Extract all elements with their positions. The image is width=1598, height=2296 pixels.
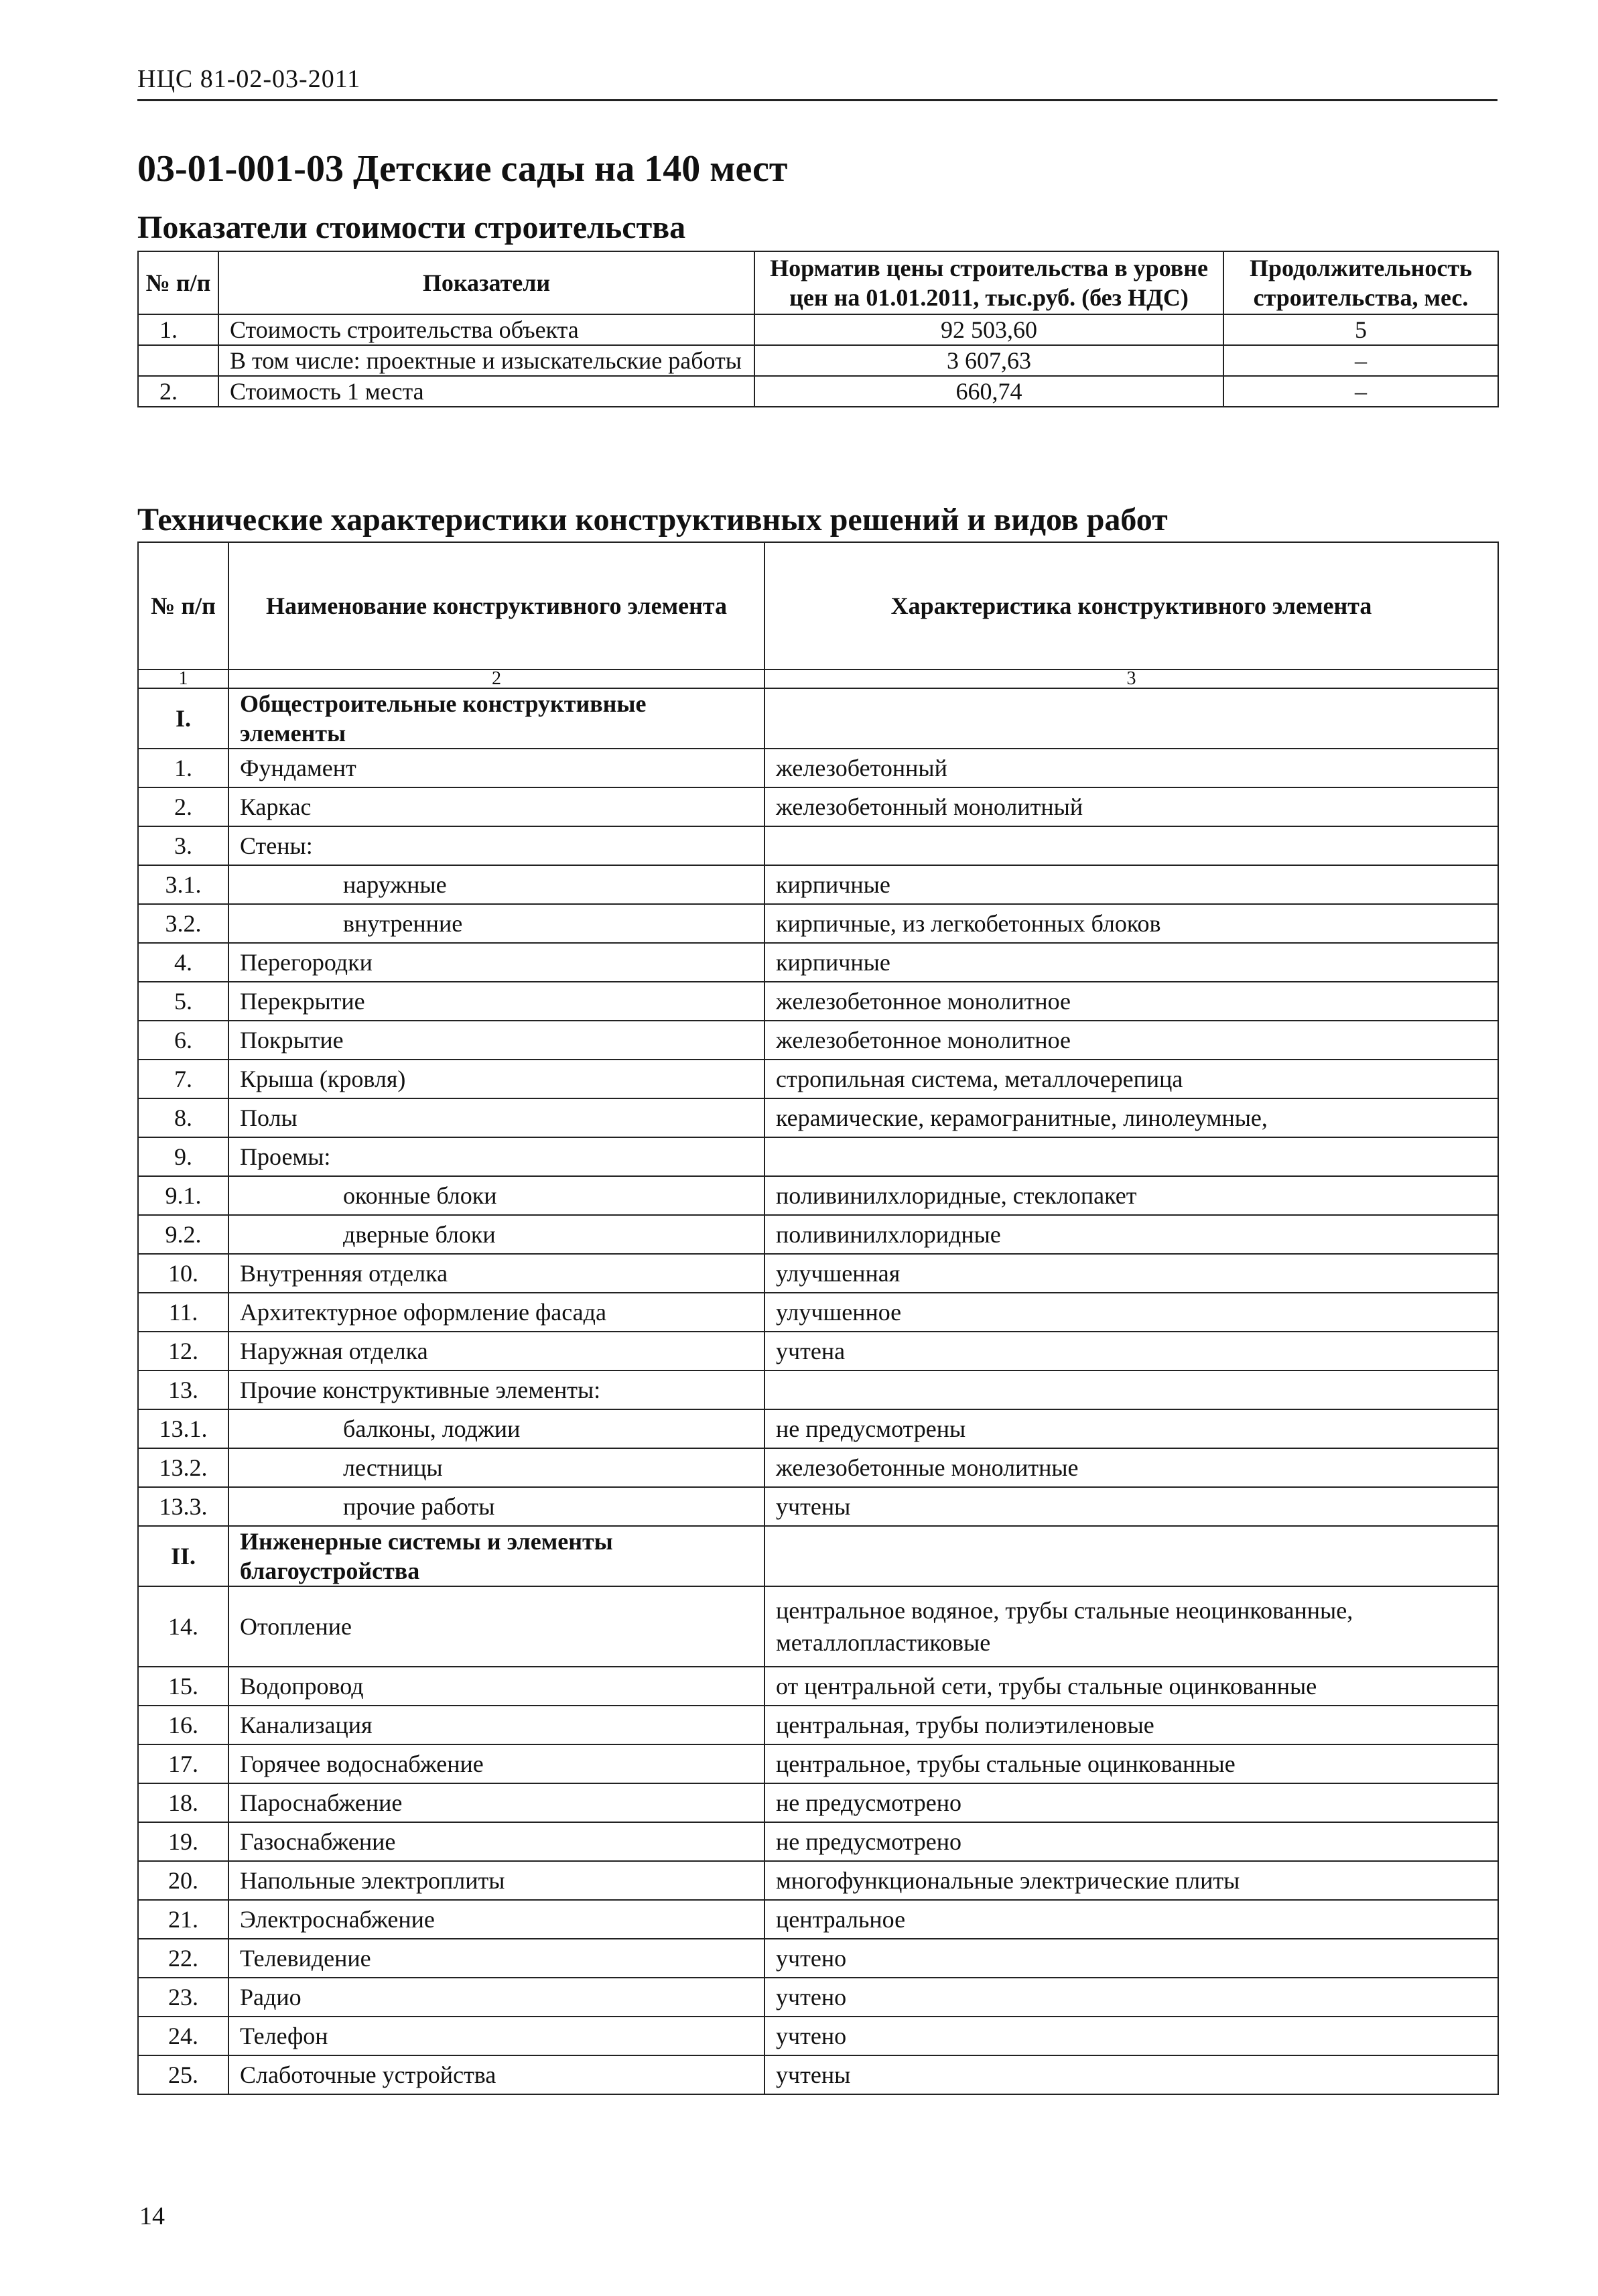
- col-header-num: № п/п: [138, 251, 218, 314]
- element-characteristic: [764, 1370, 1498, 1409]
- tech-table: [137, 541, 1499, 2095]
- element-name: Перегородки: [228, 943, 764, 982]
- row-number: 13.3.: [138, 1487, 228, 1526]
- table-row: [138, 1215, 1498, 1254]
- element-characteristic: стропильная система, металлочерепица: [764, 1060, 1498, 1098]
- element-characteristic: железобетонное монолитное: [764, 1021, 1498, 1060]
- element-characteristic: центральное: [764, 1900, 1498, 1939]
- element-name: Покрытие: [228, 1021, 764, 1060]
- table-row: [138, 904, 1498, 943]
- row-number: 19.: [138, 1822, 228, 1861]
- element-characteristic: центральное водяное, трубы стальные неоцинкованные, металлопластиковые: [764, 1586, 1498, 1667]
- element-characteristic: многофункциональные электрические плиты: [764, 1861, 1498, 1900]
- col-header-num: № п/п: [138, 542, 228, 669]
- element-characteristic: учтено: [764, 1978, 1498, 2017]
- element-characteristic: керамические, керамогранитные, линолеумные,: [764, 1098, 1498, 1137]
- section-group-row: [138, 1526, 1498, 1586]
- indicator-cell: Стоимость 1 места: [218, 376, 754, 407]
- row-number: 22.: [138, 1939, 228, 1978]
- row-number: 13.2.: [138, 1448, 228, 1487]
- row-number: 5.: [138, 982, 228, 1021]
- page-number: 14: [139, 2202, 165, 2230]
- element-name: Каркас: [228, 787, 764, 826]
- element-name: дверные блоки: [228, 1215, 764, 1254]
- element-name: Отопление: [228, 1586, 764, 1667]
- element-characteristic: железобетонные монолитные: [764, 1448, 1498, 1487]
- column-number: 1: [138, 669, 228, 688]
- element-characteristic: центральная, трубы полиэтиленовые: [764, 1706, 1498, 1744]
- col-header-name: Наименование конструктивного элемента: [228, 542, 764, 669]
- element-name: балконы, лоджии: [228, 1409, 764, 1448]
- element-name: Фундамент: [228, 749, 764, 787]
- table-row: [138, 1060, 1498, 1098]
- element-name: Слаботочные устройства: [228, 2055, 764, 2094]
- element-name: Газоснабжение: [228, 1822, 764, 1861]
- table-row: [138, 1783, 1498, 1822]
- row-number: 3.2.: [138, 904, 228, 943]
- row-number: 15.: [138, 1667, 228, 1706]
- element-characteristic: учтена: [764, 1332, 1498, 1370]
- column-number: 2: [228, 669, 764, 688]
- table-row: [138, 1939, 1498, 1978]
- element-name: Полы: [228, 1098, 764, 1137]
- row-number: 3.1.: [138, 865, 228, 904]
- table-row: [138, 1293, 1498, 1332]
- element-name: Электроснабжение: [228, 1900, 764, 1939]
- table-row: [138, 1978, 1498, 2017]
- col-header-duration: Продолжительность строительства, мес.: [1223, 251, 1498, 314]
- row-number: 3.: [138, 826, 228, 865]
- section-group-row: [138, 688, 1498, 749]
- table-row: [138, 1409, 1498, 1448]
- row-number: 20.: [138, 1861, 228, 1900]
- row-number: 4.: [138, 943, 228, 982]
- table-row: [138, 1332, 1498, 1370]
- row-number: 12.: [138, 1332, 228, 1370]
- header-divider: [137, 99, 1497, 101]
- price-cell: 3 607,63: [754, 345, 1223, 376]
- table-row: [138, 2055, 1498, 2094]
- row-number: 9.: [138, 1137, 228, 1176]
- table-row: [138, 1137, 1498, 1176]
- element-name: Водопровод: [228, 1667, 764, 1706]
- duration-cell: –: [1223, 345, 1498, 376]
- element-name: Наружная отделка: [228, 1332, 764, 1370]
- table-row: [138, 1900, 1498, 1939]
- row-number: 1.: [138, 314, 218, 345]
- row-number: 2.: [138, 787, 228, 826]
- element-name: Прочие конструктивные элементы:: [228, 1370, 764, 1409]
- table-row: [138, 1254, 1498, 1293]
- table-row: [138, 749, 1498, 787]
- table-row: [138, 943, 1498, 982]
- element-name: внутренние: [228, 904, 764, 943]
- row-number: 21.: [138, 1900, 228, 1939]
- element-name: Телефон: [228, 2017, 764, 2055]
- table-row: [138, 787, 1498, 826]
- tech-section-title: Технические характеристики конструктивных решений и видов работ: [137, 502, 1168, 537]
- row-number: 17.: [138, 1744, 228, 1783]
- row-number: 11.: [138, 1293, 228, 1332]
- row-number: 9.2.: [138, 1215, 228, 1254]
- element-name: Пароснабжение: [228, 1783, 764, 1822]
- row-number: 24.: [138, 2017, 228, 2055]
- element-characteristic: железобетонный монолитный: [764, 787, 1498, 826]
- table-row: [138, 982, 1498, 1021]
- row-number: 6.: [138, 1021, 228, 1060]
- row-number: 13.1.: [138, 1409, 228, 1448]
- element-characteristic: не предусмотрено: [764, 1783, 1498, 1822]
- row-number: 2.: [138, 376, 218, 407]
- element-name: Телевидение: [228, 1939, 764, 1978]
- element-characteristic: учтено: [764, 2017, 1498, 2055]
- element-name: Напольные электроплиты: [228, 1861, 764, 1900]
- row-number: 23.: [138, 1978, 228, 2017]
- col-header-price: Норматив цены строительства в уровне цен на 01.01.2011, тыс.руб. (без НДС): [754, 251, 1223, 314]
- element-characteristic: от центральной сети, трубы стальные оцинкованные: [764, 1667, 1498, 1706]
- table-row: [138, 2017, 1498, 2055]
- table-row: [138, 826, 1498, 865]
- table-row: [138, 865, 1498, 904]
- table-row: [138, 1487, 1498, 1526]
- row-number: 13.: [138, 1370, 228, 1409]
- table-row: [138, 1448, 1498, 1487]
- cost-table: [137, 251, 1499, 407]
- document-code: НЦС 81-02-03-2011: [137, 65, 361, 93]
- element-characteristic: центральное, трубы стальные оцинкованные: [764, 1744, 1498, 1783]
- cost-table-header: [138, 251, 1498, 314]
- table-row: [138, 1370, 1498, 1409]
- element-characteristic: поливинилхлоридные: [764, 1215, 1498, 1254]
- element-characteristic: поливинилхлоридные, стеклопакет: [764, 1176, 1498, 1215]
- row-number: 10.: [138, 1254, 228, 1293]
- element-characteristic: кирпичные: [764, 865, 1498, 904]
- element-name: Внутренняя отделка: [228, 1254, 764, 1293]
- element-name: Канализация: [228, 1706, 764, 1744]
- element-characteristic: учтены: [764, 2055, 1498, 2094]
- element-name: Архитектурное оформление фасада: [228, 1293, 764, 1332]
- row-number: [138, 345, 218, 376]
- element-name: Проемы:: [228, 1137, 764, 1176]
- element-name: Перекрытие: [228, 982, 764, 1021]
- table-row: [138, 1098, 1498, 1137]
- row-number: 8.: [138, 1098, 228, 1137]
- element-characteristic: железобетонный: [764, 749, 1498, 787]
- row-number: 9.1.: [138, 1176, 228, 1215]
- element-characteristic: учтены: [764, 1487, 1498, 1526]
- element-characteristic: [764, 1137, 1498, 1176]
- table-row: [138, 1667, 1498, 1706]
- page-title: 03-01-001-03 Детские сады на 140 мест: [137, 148, 788, 190]
- row-number: 16.: [138, 1706, 228, 1744]
- row-number: 25.: [138, 2055, 228, 2094]
- row-number: 14.: [138, 1586, 228, 1667]
- duration-cell: 5: [1223, 314, 1498, 345]
- table-row: [138, 1176, 1498, 1215]
- tech-table-header: [138, 542, 1498, 669]
- table-row: [138, 1861, 1498, 1900]
- table-row: [138, 1706, 1498, 1744]
- element-characteristic: не предусмотрено: [764, 1822, 1498, 1861]
- element-name: прочие работы: [228, 1487, 764, 1526]
- element-name: лестницы: [228, 1448, 764, 1487]
- cost-table-row: [138, 376, 1498, 407]
- element-name: Горячее водоснабжение: [228, 1744, 764, 1783]
- element-name: Стены:: [228, 826, 764, 865]
- element-name: Общестроительные конструктивные элементы: [228, 688, 764, 749]
- cost-table-row: [138, 314, 1498, 345]
- element-name: Радио: [228, 1978, 764, 2017]
- duration-cell: –: [1223, 376, 1498, 407]
- row-number: II.: [138, 1526, 228, 1586]
- table-row: [138, 1021, 1498, 1060]
- table-row: [138, 1744, 1498, 1783]
- price-cell: 660,74: [754, 376, 1223, 407]
- col-header-indicator: Показатели: [218, 251, 754, 314]
- element-characteristic: [764, 826, 1498, 865]
- element-name: Инженерные системы и элементы благоустройства: [228, 1526, 764, 1586]
- indicator-cell: Стоимость строительства объекта: [218, 314, 754, 345]
- table-row: [138, 1822, 1498, 1861]
- row-number: I.: [138, 688, 228, 749]
- column-numbers-row: [138, 669, 1498, 688]
- indicator-cell: В том числе: проектные и изыскательские работы: [218, 345, 754, 376]
- element-characteristic: железобетонное монолитное: [764, 982, 1498, 1021]
- element-characteristic: кирпичные: [764, 943, 1498, 982]
- price-cell: 92 503,60: [754, 314, 1223, 345]
- row-number: 7.: [138, 1060, 228, 1098]
- element-characteristic: улучшенная: [764, 1254, 1498, 1293]
- element-name: Крыша (кровля): [228, 1060, 764, 1098]
- element-characteristic: [764, 1526, 1498, 1586]
- cost-section-title: Показатели стоимости строительства: [137, 210, 686, 245]
- element-name: наружные: [228, 865, 764, 904]
- element-characteristic: учтено: [764, 1939, 1498, 1978]
- col-header-characteristic: Характеристика конструктивного элемента: [764, 542, 1498, 669]
- element-characteristic: [764, 688, 1498, 749]
- cost-table-row: [138, 345, 1498, 376]
- element-characteristic: улучшенное: [764, 1293, 1498, 1332]
- row-number: 18.: [138, 1783, 228, 1822]
- row-number: 1.: [138, 749, 228, 787]
- column-number: 3: [764, 669, 1498, 688]
- element-characteristic: не предусмотрены: [764, 1409, 1498, 1448]
- table-row: [138, 1586, 1498, 1667]
- element-characteristic: кирпичные, из легкобетонных блоков: [764, 904, 1498, 943]
- element-name: оконные блоки: [228, 1176, 764, 1215]
